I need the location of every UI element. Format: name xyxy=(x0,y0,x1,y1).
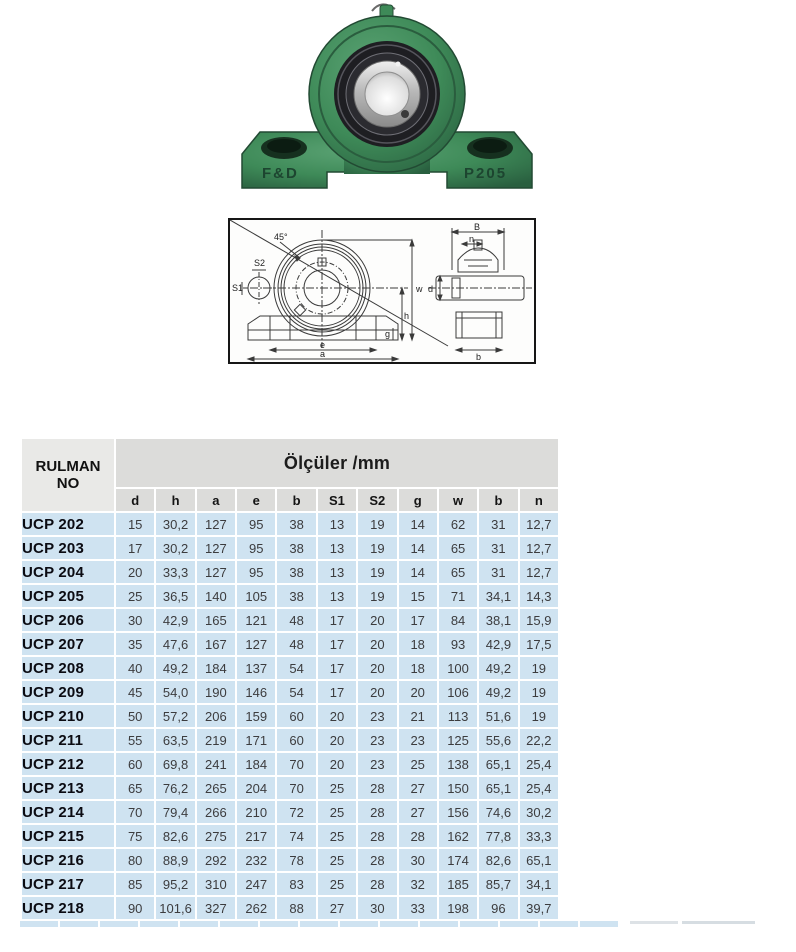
label-B: B xyxy=(474,222,481,232)
dimension-cell: 65 xyxy=(116,777,154,799)
dimension-cell: 137 xyxy=(237,657,275,679)
dimension-cell: 18 xyxy=(399,657,437,679)
dimension-cell: 48 xyxy=(277,609,315,631)
column-header: S1 xyxy=(318,489,356,511)
table-row xyxy=(22,849,558,871)
label-d: d xyxy=(428,284,434,294)
dimension-cell: 19 xyxy=(520,681,558,703)
dimension-cell: 88 xyxy=(277,897,315,919)
bearing-product-photo xyxy=(232,2,542,198)
dimension-cell: 54 xyxy=(277,681,315,703)
dimension-cell: 31 xyxy=(479,513,517,535)
dimension-cell: 25 xyxy=(116,585,154,607)
bearing-no-cell: UCP 206 xyxy=(22,609,114,631)
dimension-cell: 174 xyxy=(439,849,477,871)
dimension-cell: 25 xyxy=(318,873,356,895)
dimension-cell: 79,4 xyxy=(156,801,194,823)
dimension-cell: 95,2 xyxy=(156,873,194,895)
dimension-cell: 150 xyxy=(439,777,477,799)
dimension-cell: 17 xyxy=(318,657,356,679)
bearing-no-cell: UCP 205 xyxy=(22,585,114,607)
dimension-cell: 101,6 xyxy=(156,897,194,919)
bearing-no-cell: UCP 208 xyxy=(22,657,114,679)
bearing-no-cell: UCP 202 xyxy=(22,513,114,535)
dimension-cell: 85 xyxy=(116,873,154,895)
dimension-cell: 71 xyxy=(439,585,477,607)
dimension-cell: 49,2 xyxy=(479,681,517,703)
table-row xyxy=(22,705,558,727)
dimension-cell: 13 xyxy=(318,537,356,559)
partial-cut-content xyxy=(630,921,678,924)
dimension-cell: 20 xyxy=(399,681,437,703)
dimension-cell: 275 xyxy=(197,825,235,847)
bearing-no-cell: UCP 204 xyxy=(22,561,114,583)
dimension-cell: 75 xyxy=(116,825,154,847)
dimension-cell: 217 xyxy=(237,825,275,847)
dimension-cell: 55,6 xyxy=(479,729,517,751)
table-row xyxy=(22,633,558,655)
dimension-cell: 146 xyxy=(237,681,275,703)
dimension-cell: 38 xyxy=(277,513,315,535)
dimension-cell: 60 xyxy=(116,753,154,775)
dimension-cell: 127 xyxy=(197,537,235,559)
label-45deg: 45° xyxy=(274,232,288,242)
dimension-cell: 30 xyxy=(399,849,437,871)
table-row xyxy=(22,801,558,823)
dimension-cell: 127 xyxy=(197,561,235,583)
dimension-cell: 247 xyxy=(237,873,275,895)
dimension-cell: 85,7 xyxy=(479,873,517,895)
dimension-cell: 121 xyxy=(237,609,275,631)
dimension-cell: 20 xyxy=(116,561,154,583)
left-foot-marking: F&D xyxy=(262,165,299,182)
dimension-cell: 25 xyxy=(399,753,437,775)
dimension-cell: 25 xyxy=(318,825,356,847)
dimension-cell: 20 xyxy=(318,753,356,775)
dimension-cell: 23 xyxy=(358,705,396,727)
dimension-cell: 48 xyxy=(277,633,315,655)
bolt-hole-right-inner xyxy=(473,139,507,153)
dimension-cell: 113 xyxy=(439,705,477,727)
dimension-cell: 198 xyxy=(439,897,477,919)
column-header: b xyxy=(277,489,315,511)
bearing-no-cell: UCP 214 xyxy=(22,801,114,823)
dimension-cell: 60 xyxy=(277,705,315,727)
dimension-cell: 20 xyxy=(318,729,356,751)
dimension-cell: 210 xyxy=(237,801,275,823)
dimension-cell: 49,2 xyxy=(479,657,517,679)
dimension-cell: 62 xyxy=(439,513,477,535)
table-row xyxy=(22,561,558,583)
table-body xyxy=(22,513,558,919)
bearing-no-cell: UCP 203 xyxy=(22,537,114,559)
dimension-cell: 31 xyxy=(479,561,517,583)
dimension-cell: 18 xyxy=(399,633,437,655)
dimension-cell: 167 xyxy=(197,633,235,655)
dimension-cell: 190 xyxy=(197,681,235,703)
label-n: n xyxy=(469,234,475,244)
dimension-cell: 27 xyxy=(399,801,437,823)
dimension-cell: 138 xyxy=(439,753,477,775)
dimension-cell: 42,9 xyxy=(156,609,194,631)
dimension-cell: 54,0 xyxy=(156,681,194,703)
dimension-cell: 292 xyxy=(197,849,235,871)
dimension-cell: 13 xyxy=(318,513,356,535)
dimension-cell: 22,2 xyxy=(520,729,558,751)
dimension-drawing xyxy=(230,220,534,362)
column-header: d xyxy=(116,489,154,511)
dimension-cell: 83 xyxy=(277,873,315,895)
bearing-no-cell: UCP 212 xyxy=(22,753,114,775)
dimension-cell: 30 xyxy=(116,609,154,631)
table-row xyxy=(22,753,558,775)
dimension-cell: 25 xyxy=(318,777,356,799)
dimension-cell: 19 xyxy=(520,705,558,727)
dimension-cell: 14 xyxy=(399,561,437,583)
table-row xyxy=(22,657,558,679)
dimension-cell: 241 xyxy=(197,753,235,775)
label-g: g xyxy=(385,329,391,339)
dimension-cell: 13 xyxy=(318,585,356,607)
dimension-cell: 106 xyxy=(439,681,477,703)
dimension-cell: 125 xyxy=(439,729,477,751)
column-header: S2 xyxy=(358,489,396,511)
dimension-cell: 25 xyxy=(318,849,356,871)
dimension-cell: 20 xyxy=(358,609,396,631)
dimension-cell: 156 xyxy=(439,801,477,823)
dimension-cell: 38,1 xyxy=(479,609,517,631)
bearing-no-cell: UCP 213 xyxy=(22,777,114,799)
dimension-cell: 15 xyxy=(399,585,437,607)
dimension-cell: 12,7 xyxy=(520,513,558,535)
dimension-cell: 70 xyxy=(277,777,315,799)
dimension-cell: 28 xyxy=(358,873,396,895)
dimension-cell: 74,6 xyxy=(479,801,517,823)
dimension-cell: 17 xyxy=(318,609,356,631)
label-e: e xyxy=(320,340,326,350)
dimension-cell: 21 xyxy=(399,705,437,727)
dimension-cell: 20 xyxy=(358,657,396,679)
dimension-cell: 74 xyxy=(277,825,315,847)
collar-glint xyxy=(396,62,401,67)
label-s1: S1 xyxy=(232,283,244,293)
column-header: h xyxy=(156,489,194,511)
dimension-cell: 14,3 xyxy=(520,585,558,607)
dimension-cell: 20 xyxy=(358,633,396,655)
dimension-cell: 184 xyxy=(197,657,235,679)
dimension-cell: 42,9 xyxy=(479,633,517,655)
label-s2: S2 xyxy=(254,258,266,268)
dimension-cell: 327 xyxy=(197,897,235,919)
right-foot-marking: P205 xyxy=(464,165,508,182)
dimension-cell: 23 xyxy=(358,729,396,751)
dimension-cell: 171 xyxy=(237,729,275,751)
dimension-cell: 50 xyxy=(116,705,154,727)
label-a: a xyxy=(320,349,326,359)
dimension-cell: 65,1 xyxy=(520,849,558,871)
dimension-cell: 57,2 xyxy=(156,705,194,727)
bearing-no-cell: UCP 215 xyxy=(22,825,114,847)
table-row xyxy=(22,537,558,559)
dimension-cell: 162 xyxy=(439,825,477,847)
dimension-cell: 14 xyxy=(399,513,437,535)
dimension-cell: 38 xyxy=(277,561,315,583)
dimension-cell: 27 xyxy=(318,897,356,919)
dimension-cell: 262 xyxy=(237,897,275,919)
dimension-cell: 65,1 xyxy=(479,777,517,799)
dimension-cell: 38 xyxy=(277,585,315,607)
dimension-cell: 12,7 xyxy=(520,561,558,583)
bearing-no-cell: UCP 217 xyxy=(22,873,114,895)
dimension-cell: 25,4 xyxy=(520,753,558,775)
dimension-cell: 36,5 xyxy=(156,585,194,607)
dimension-cell: 33,3 xyxy=(156,561,194,583)
dimension-cell: 140 xyxy=(197,585,235,607)
dimension-cell: 63,5 xyxy=(156,729,194,751)
dimension-cell: 32 xyxy=(399,873,437,895)
dimension-cell: 17 xyxy=(318,681,356,703)
dimension-cell: 14 xyxy=(399,537,437,559)
bearing-no-cell: UCP 210 xyxy=(22,705,114,727)
bolt-hole-left-inner xyxy=(267,139,301,153)
dimension-cell: 54 xyxy=(277,657,315,679)
dimension-cell: 84 xyxy=(439,609,477,631)
dimension-cell: 34,1 xyxy=(520,873,558,895)
dimension-cell: 17,5 xyxy=(520,633,558,655)
dimension-cell: 72 xyxy=(277,801,315,823)
dimension-cell: 28 xyxy=(358,777,396,799)
dimension-cell: 105 xyxy=(237,585,275,607)
dimension-cell: 185 xyxy=(439,873,477,895)
dimension-cell: 39,7 xyxy=(520,897,558,919)
dimension-cell: 45 xyxy=(116,681,154,703)
column-header: e xyxy=(237,489,275,511)
dimension-cell: 78 xyxy=(277,849,315,871)
shaft-bore xyxy=(365,72,409,116)
dimension-cell: 96 xyxy=(479,897,517,919)
table-row xyxy=(22,585,558,607)
dimension-cell: 28 xyxy=(399,825,437,847)
dimension-cell: 19 xyxy=(520,657,558,679)
dimension-cell: 25 xyxy=(318,801,356,823)
table-row xyxy=(22,873,558,895)
dimension-cell: 90 xyxy=(116,897,154,919)
corner-header xyxy=(22,439,114,511)
dimension-cell: 15,9 xyxy=(520,609,558,631)
dimension-cell: 25,4 xyxy=(520,777,558,799)
table-row xyxy=(22,825,558,847)
dimension-cell: 80 xyxy=(116,849,154,871)
bearing-no-cell: UCP 216 xyxy=(22,849,114,871)
dimension-cell: 28 xyxy=(358,825,396,847)
dimension-cell: 310 xyxy=(197,873,235,895)
partial-cut-content xyxy=(682,921,755,924)
dimension-cell: 100 xyxy=(439,657,477,679)
dimension-cell: 30 xyxy=(358,897,396,919)
dimension-cell: 47,6 xyxy=(156,633,194,655)
dimension-cell: 20 xyxy=(358,681,396,703)
dimension-cell: 95 xyxy=(237,561,275,583)
dimension-cell: 127 xyxy=(197,513,235,535)
dimension-cell: 30,2 xyxy=(156,513,194,535)
dimension-cell: 49,2 xyxy=(156,657,194,679)
dimension-cell: 30,2 xyxy=(156,537,194,559)
dimension-cell: 17 xyxy=(116,537,154,559)
dimension-cell: 77,8 xyxy=(479,825,517,847)
bearing-no-cell: UCP 209 xyxy=(22,681,114,703)
dimension-cell: 33 xyxy=(399,897,437,919)
table-row xyxy=(22,681,558,703)
corner-header-line1: RULMAN xyxy=(35,458,101,475)
dimension-cell: 232 xyxy=(237,849,275,871)
column-header: a xyxy=(197,489,235,511)
dimensions-table xyxy=(20,437,560,921)
bearing-no-cell: UCP 218 xyxy=(22,897,114,919)
dimension-cell: 165 xyxy=(197,609,235,631)
column-header: n xyxy=(520,489,558,511)
set-screw xyxy=(401,110,409,118)
dimension-cell: 23 xyxy=(399,729,437,751)
dimension-cell: 12,7 xyxy=(520,537,558,559)
dimension-cell: 33,3 xyxy=(520,825,558,847)
dimension-cell: 70 xyxy=(277,753,315,775)
dimension-cell: 65 xyxy=(439,537,477,559)
dimension-cell: 93 xyxy=(439,633,477,655)
dimension-cell: 17 xyxy=(399,609,437,631)
dimension-cell: 19 xyxy=(358,513,396,535)
dimension-cell: 70 xyxy=(116,801,154,823)
dimension-cell: 19 xyxy=(358,537,396,559)
dimension-cell: 34,1 xyxy=(479,585,517,607)
dimension-cell: 31 xyxy=(479,537,517,559)
table-row xyxy=(22,897,558,919)
dimension-cell: 51,6 xyxy=(479,705,517,727)
dimension-cell: 204 xyxy=(237,777,275,799)
dimension-cell: 60 xyxy=(277,729,315,751)
dimension-cell: 184 xyxy=(237,753,275,775)
dimension-cell: 28 xyxy=(358,801,396,823)
table-row xyxy=(22,513,558,535)
label-h: h xyxy=(404,311,410,321)
dimension-cell: 159 xyxy=(237,705,275,727)
dimension-cell: 15 xyxy=(116,513,154,535)
column-header: w xyxy=(439,489,477,511)
group-header: Ölçüler /mm xyxy=(116,439,558,487)
table-row xyxy=(22,777,558,799)
label-w: w xyxy=(416,284,423,294)
dimension-cell: 17 xyxy=(318,633,356,655)
dimension-cell: 23 xyxy=(358,753,396,775)
dimension-cell: 19 xyxy=(358,585,396,607)
dimension-cell: 88,9 xyxy=(156,849,194,871)
dimension-cell: 76,2 xyxy=(156,777,194,799)
dimension-cell: 13 xyxy=(318,561,356,583)
dimension-cell: 65,1 xyxy=(479,753,517,775)
bearing-no-cell: UCP 207 xyxy=(22,633,114,655)
dimension-cell: 127 xyxy=(237,633,275,655)
bearing-illustration xyxy=(232,2,542,198)
column-header: b xyxy=(479,489,517,511)
dimension-diagram xyxy=(228,218,536,364)
dimension-cell: 30,2 xyxy=(520,801,558,823)
dimension-cell: 266 xyxy=(197,801,235,823)
dimension-cell: 265 xyxy=(197,777,235,799)
dimension-cell: 69,8 xyxy=(156,753,194,775)
dimension-cell: 35 xyxy=(116,633,154,655)
column-header: g xyxy=(399,489,437,511)
dimension-cell: 65 xyxy=(439,561,477,583)
partial-next-row xyxy=(20,921,620,927)
dimension-cell: 82,6 xyxy=(156,825,194,847)
bearing-no-cell: UCP 211 xyxy=(22,729,114,751)
label-b: b xyxy=(476,352,482,362)
dimension-cell: 40 xyxy=(116,657,154,679)
dimension-cell: 206 xyxy=(197,705,235,727)
dimension-cell: 28 xyxy=(358,849,396,871)
table-row xyxy=(22,609,558,631)
dimension-cell: 95 xyxy=(237,537,275,559)
dimension-cell: 55 xyxy=(116,729,154,751)
dimension-cell: 219 xyxy=(197,729,235,751)
dimension-cell: 38 xyxy=(277,537,315,559)
dimension-cell: 82,6 xyxy=(479,849,517,871)
corner-header-line2: NO xyxy=(56,475,80,492)
dimension-cell: 27 xyxy=(399,777,437,799)
dimension-cell: 20 xyxy=(318,705,356,727)
dimension-cell: 95 xyxy=(237,513,275,535)
dimension-cell: 19 xyxy=(358,561,396,583)
table-row xyxy=(22,729,558,751)
